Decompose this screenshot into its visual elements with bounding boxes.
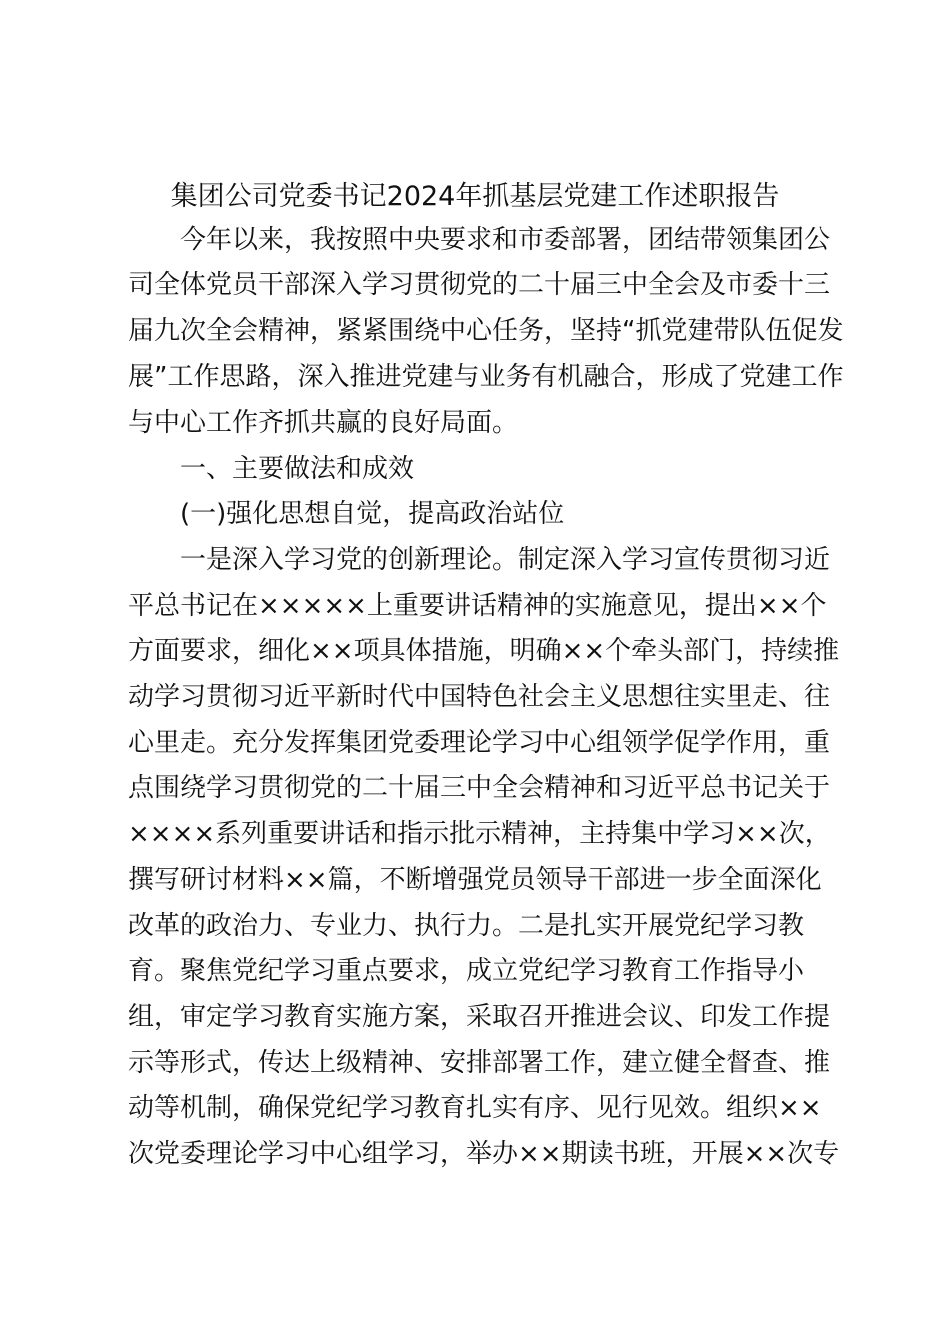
paragraph-line: 组，审定学习教育实施方案，采取召开推进会议、印发工作提 [128,1002,831,1032]
paragraph-line: 动学习贯彻习近平新时代中国特色社会主义思想往实里走、往 [128,682,831,712]
paragraph-line: 动等机制，确保党纪学习教育扎实有序、见行见效。组织×× [128,1093,822,1123]
paragraph-line: 撰写研讨材料××篇，不断增强党员领导干部进一步全面深化 [128,865,822,895]
paragraph-line: 展”工作思路，深入推进党建与业务有机融合，形成了党建工作 [128,362,844,392]
paragraph-line: 示等形式，传达上级精神、安排部署工作，建立健全督查、推 [128,1048,831,1078]
section-heading: 一、主要做法和成效 [128,454,415,484]
paragraph-line: 心里走。充分发挥集团党委理论学习中心组领学促学作用，重 [128,728,831,758]
paragraph-line: ××××系列重要讲话和指示批示精神，主持集中学习××次， [128,819,831,849]
paragraph-line: 今年以来，我按照中央要求和市委部署，团结带领集团公 [128,225,831,255]
paragraph-line: 届九次全会精神，紧紧围绕中心任务，坚持“抓党建带队伍促发 [128,316,844,346]
paragraph-line: 改革的政治力、专业力、执行力。二是扎实开展党纪学习教 [128,911,805,941]
paragraph-line: 方面要求，细化××项具体措施，明确××个牵头部门，持续推 [128,636,840,666]
subsection-heading: (一)强化思想自觉，提高政治站位 [128,499,565,529]
paragraph-line: 与中心工作齐抓共赢的良好局面。 [128,408,519,438]
paragraph-line: 平总书记在×××××上重要讲话精神的实施意见，提出××个 [128,591,827,621]
paragraph-line: 一是深入学习党的创新理论。制定深入学习宣传贯彻习近 [128,545,831,575]
paragraph-line: 司全体党员干部深入学习贯彻党的二十届三中全会及市委十三 [128,270,831,300]
paragraph-line: 点围绕学习贯彻党的二十届三中全会精神和习近平总书记关于 [128,773,831,803]
paragraph-line: 育。聚焦党纪学习重点要求，成立党纪学习教育工作指导小 [128,956,805,986]
paragraph-line: 次党委理论学习中心组学习，举办××期读书班，开展××次专 [128,1139,840,1169]
document-title: 集团公司党委书记2024年抓基层党建工作述职报告 [170,181,780,212]
